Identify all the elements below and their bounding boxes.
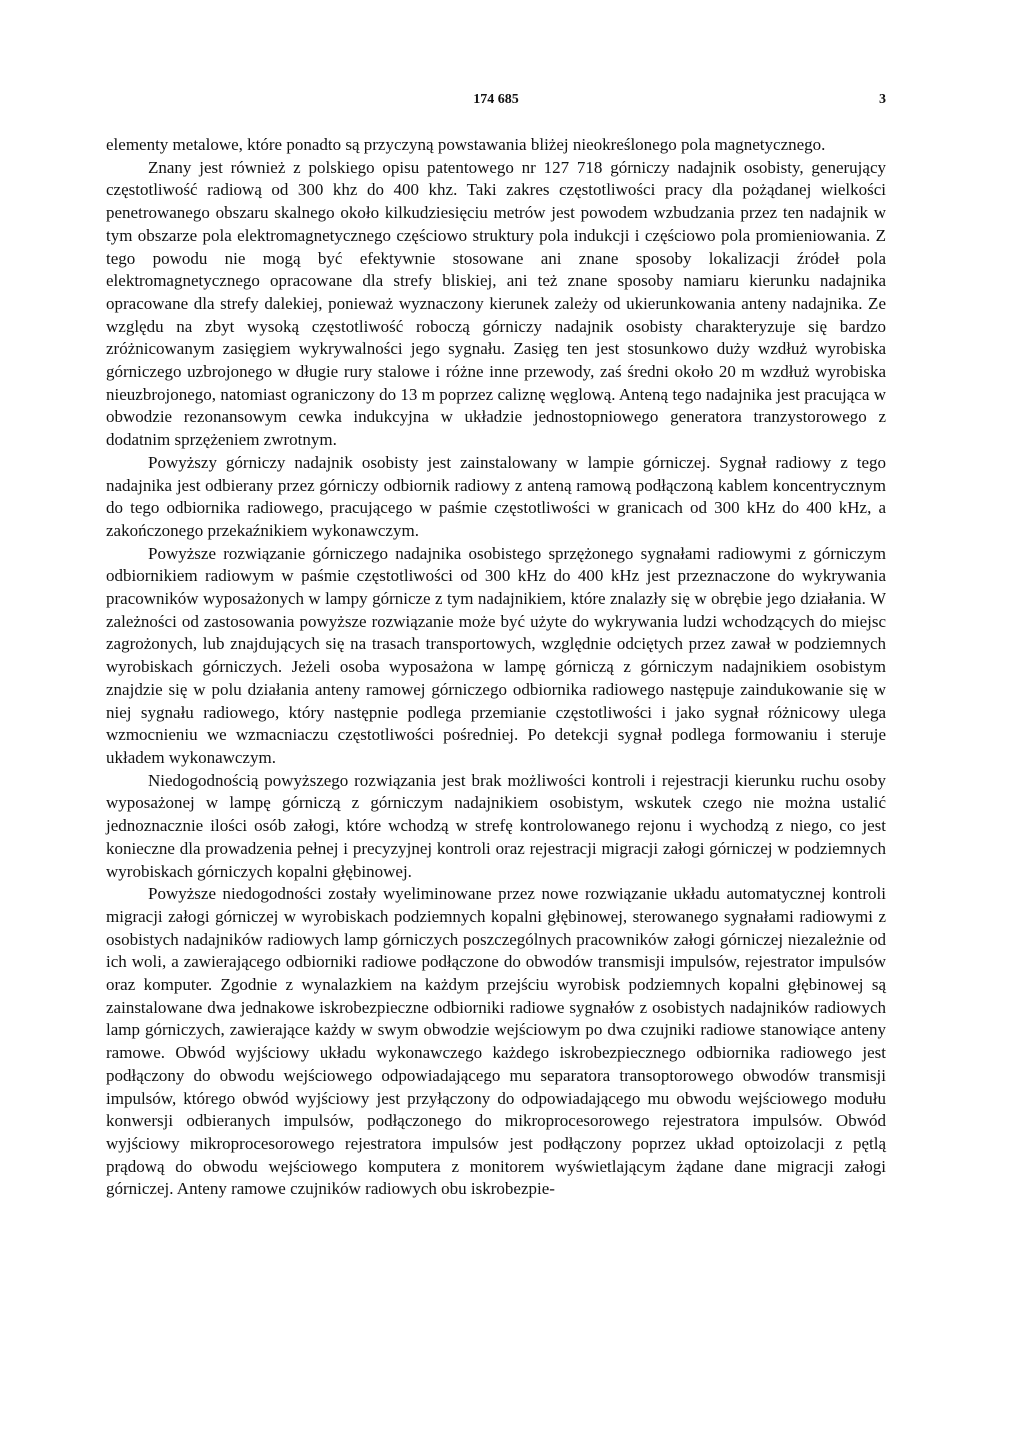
page-header [106, 92, 886, 116]
body-text [106, 134, 886, 1201]
paragraph-lamp-installation: Powyższy górniczy nadajnik osobisty jest zainstalowany w lampie górniczej. Sygnał radiowy z tego nadajnika jest odbierany przez górniczy odbiornik radiowy z anteną ramową podłączoną kablem koncentrycznym do tego odbiornika radiowego, pracującego w paśmie częstotliwości w granicach od 300 kHz do 400 kHz, a zakończonego przekaźnikiem wykonawczym. [106, 452, 886, 540]
page-number: 3 [879, 92, 886, 107]
paragraph-continuation: elementy metalowe, które ponadto są przyczyną powstawania bliżej nieokreślonego pola magnetycznego. [106, 135, 826, 154]
paragraph-prior-art-transmitter: Znany jest również z polskiego opisu patentowego nr 127 718 górniczy nadajnik osobisty, generujący częstotliwość radiową od 300 khz do 400 khz. Taki zakres częstotliwości pracy dla pożądanej wielkości penetrowanego obszaru skalnego około kilkudziesięciu metrów jest powodem wzbudzania przez ten nadajnik w tym obszarze pola elektromagnetycznego częściowo struktury pola indukcji i częściowo pola promieniowania. Z tego powodu nie mogą być efektywnie stosowane ani znane sposoby lokalizacji źródeł pola elektromagnetycznego opracowane dla strefy bliskiej, ani też znane sposoby namiaru kierunku nadajnika opracowane dla strefy dalekiej, ponieważ wyznaczony kierunek zależy od ukierunkowania anteny nadajnika. Ze względu na zbyt wysoką częstotliwość roboczą górniczy nadajnik osobisty charakteryzuje się bardzo zróżnicowanym zasięgiem wykrywalności jego sygnału. Zasięg ten jest stosunkowo duży wzdłuż wyrobiska górniczego uzbrojonego w długie rury stalowe i różne inne przewody, zaś średni około 20 m wzdłuż wyrobiska nieuzbrojonego, natomiast ograniczony do 13 m poprzez caliznę węglową. Anteną tego nadajnika jest pracująca w obwodzie rezonansowym cewka indukcyjna w układzie jednostopniowego generatora tranzystorowego z dodatnim sprzężeniem zwrotnym. [106, 157, 886, 450]
paragraph-invention-summary: Powyższe niedogodności zostały wyeliminowane przez nowe rozwiązanie układu automatycznej kontroli migracji załogi górniczej w wyrobiskach podziemnych kopalni głębinowej, sterowanego sygnałami radiowymi z osobistych nadajników radiowych lamp górniczych poszczególnych pracowników załogi górniczej niezależnie od ich woli, a zawierającego odbiorniki radiowe podłączone do obwodów transmisji impulsów, rejestrator impulsów oraz komputer. Zgodnie z wynalazkiem na każdym przejściu wyrobisk podziemnych kopalni głębinowej są zainstalowane dwa jednakowe iskrobezpieczne odbiorniki radiowe sygnałów z osobistych nadajników radiowych lamp górniczych, zawierające każdy w swym obwodzie wejściowym po dwa czujniki radiowe stanowiące anteny ramowe. Obwód wyjściowy układu wykonawczego każdego iskrobezpiecznego odbiornika radiowego jest podłączony do obwodu wejściowego odpowiadającego mu separatora transoptorowego obwodów transmisji impulsów, którego obwód wyjściowy jest przyłączony do odpowiadającego mu obwodu wejściowego modułu konwersji odbieranych impulsów, podłączonego do mikroprocesorowego rejestratora impulsów. Obwód wyjściowy mikroprocesorowego rejestratora impulsów jest podłączony poprzez układ optoizolacji z pętlą prądową do obwodu wejściowego komputera z monitorem wyświetlającym żądane dane migracji załogi górniczej. Anteny ramowe czujników radiowych obu iskrobezpie- [106, 884, 886, 1199]
paragraph-detection-purpose: Powyższe rozwiązanie górniczego nadajnika osobistego sprzężonego sygnałami radiowymi z górniczym odbiornikiem radiowym w paśmie częstotliwości od 300 kHz do 400 kHz jest przeznaczone do wykrywania pracowników wyposażonych w lampy górnicze z tym nadajnikiem, które znalazły się w obrębie jego działania. W zależności od zastosowania powyższe rozwiązanie może być użyte do wykrywania ludzi wchodzących do miejsc zagrożonych, lub znajdujących się na trasach transportowych, względnie odciętych przez zawał w podziemnych wyrobiskach górniczych. Jeżeli osoba wyposażona w lampę górniczą z górniczym nadajnikiem osobistym znajdzie się w polu działania anteny ramowej górniczego odbiornika radiowego następuje zaindukowanie się w niej sygnału radiowego, który następnie podlega przemianie częstotliwości i jako sygnał różnicowy ulega wzmocnieniu we wzmacniaczu częstotliwości pośredniej. Po detekcji sygnał podlega formowaniu i steruje układem wykonawczym. [106, 543, 886, 767]
patent-number: 174 685 [473, 92, 519, 107]
paragraph-drawback: Niedogodnością powyższego rozwiązania jest brak możliwości kontroli i rejestracji kierunku ruchu osoby wyposażonej w lampę górniczą z górniczym nadajnikiem osobistym, wskutek czego nie można ustalić jednoznacznie ilości osób załogi, które wchodzą w strefę kontrolowanego rejonu i wychodzą z niego, co jest konieczne dla prowadzenia pełnej i precyzyjnej kontroli oraz rejestracji migracji załogi górniczej w podziemnych wyrobiskach górniczych kopalni głębinowej. [106, 770, 886, 881]
